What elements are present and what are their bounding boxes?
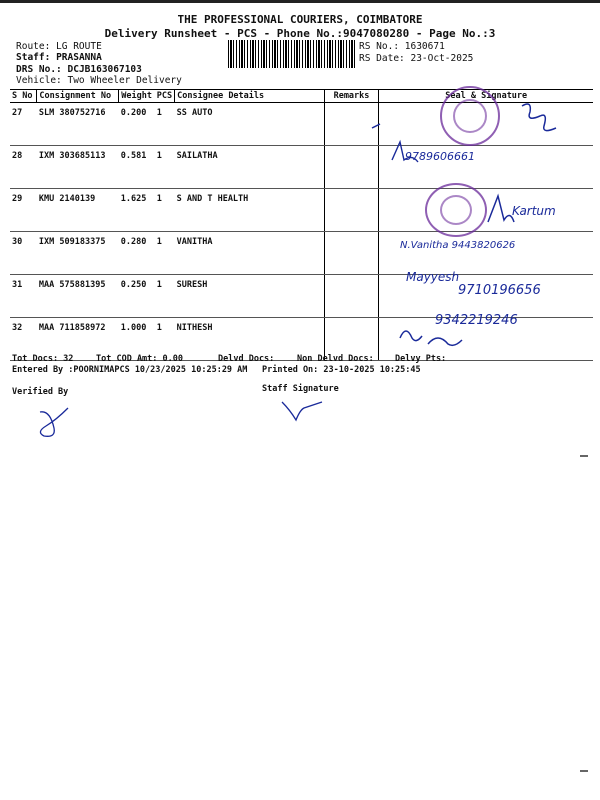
delvd-docs-text: Delvd Docs: <box>218 354 275 364</box>
verified-by-label: Verified By <box>12 387 69 397</box>
signature-row29 <box>488 196 514 222</box>
drs-value: DCJB163067103 <box>67 64 142 75</box>
staff-label: Staff: <box>16 52 51 63</box>
cell-pcs: 1 <box>155 318 175 361</box>
col-consignee: Consignee Details <box>175 90 324 103</box>
cell-weight: 0.250 <box>119 275 155 318</box>
cell-sno: 27 <box>10 103 37 146</box>
cell-weight: 0.581 <box>119 146 155 189</box>
col-weight: Weight <box>119 90 155 103</box>
cell-consignee: VANITHA <box>175 232 324 275</box>
cell-consignment: KMU 2140139 <box>37 189 119 232</box>
runsheet-subtitle: Delivery Runsheet - PCS - Phone No.:9047080280 - Page No.:3 <box>104 27 496 40</box>
remark-tick-row27 <box>372 124 380 128</box>
staff-signature-mark <box>282 402 322 420</box>
cell-consignee: SAILATHA <box>175 146 324 189</box>
cell-sno: 30 <box>10 232 37 275</box>
signature-row32 <box>400 331 462 345</box>
non-delvd-docs-text: Non Delvd Docs: <box>297 354 374 364</box>
printed-on-text: Printed On: 23-10-2025 10:25:45 <box>262 365 421 375</box>
cell-weight: 1.000 <box>119 318 155 361</box>
tot-docs-text: Tot Docs: 32 <box>12 354 74 364</box>
cell-pcs: 1 <box>155 275 175 318</box>
cell-pcs: 1 <box>155 103 175 146</box>
scan-speck <box>580 455 588 457</box>
cell-consignee: NITHESH <box>175 318 324 361</box>
drs-label: DRS No.: <box>16 64 62 75</box>
cell-pcs: 1 <box>155 189 175 232</box>
verified-by-signature <box>40 408 68 436</box>
handwritten-name-phone-row30: N.Vanitha 9443820626 <box>400 240 516 251</box>
cell-consignment: MAA 575881395 <box>37 275 119 318</box>
handwritten-phone-row32: 9342219246 <box>435 313 518 328</box>
col-pcs: PCS <box>155 90 175 103</box>
cell-consignment: MAA 711858972 <box>37 318 119 361</box>
cell-consignee: S AND T HEALTH <box>175 189 324 232</box>
cell-sno: 32 <box>10 318 37 361</box>
cell-pcs: 1 <box>155 146 175 189</box>
rs-date-text: RS Date: 23-Oct-2025 <box>359 53 474 64</box>
tot-cod-text: Tot COD Amt: 0.00 <box>96 354 183 364</box>
company-title: THE PROFESSIONAL COURIERS, COIMBATORE <box>177 13 423 26</box>
cell-weight: 0.200 <box>119 103 155 146</box>
cell-consignee: SURESH <box>175 275 324 318</box>
col-consignment: Consignment No <box>37 90 119 103</box>
handwritten-name-row29: Kartum <box>512 204 556 218</box>
col-sno: S No <box>10 90 37 103</box>
cell-weight: 0.280 <box>119 232 155 275</box>
entered-by-text: Entered By :POORNIMAPCS 10/23/2025 10:25:29 AM <box>12 365 248 375</box>
cell-weight: 1.625 <box>119 189 155 232</box>
scan-speck <box>580 770 588 772</box>
cell-consignment: SLM 380752716 <box>37 103 119 146</box>
cell-consignment: IXM 303685113 <box>37 146 119 189</box>
cell-sno: 29 <box>10 189 37 232</box>
cell-sno: 31 <box>10 275 37 318</box>
signature-row27 <box>522 104 556 131</box>
cell-consignee: SS AUTO <box>175 103 324 146</box>
cell-pcs: 1 <box>155 232 175 275</box>
route-text: Route: LG ROUTE <box>16 41 102 52</box>
rs-no-text: RS No.: 1630671 <box>359 41 445 52</box>
handwritten-phone-row31: 9710196656 <box>458 283 541 298</box>
col-seal: Seal & Signature <box>379 90 593 103</box>
cell-consignment: IXM 509183375 <box>37 232 119 275</box>
handwritten-name-row31: Mayyesh <box>406 270 460 284</box>
staff-signature-label: Staff Signature <box>262 384 339 394</box>
cell-sno: 28 <box>10 146 37 189</box>
handwritten-phone-row28: 9789606661 <box>405 150 475 163</box>
col-remarks: Remarks <box>324 90 379 103</box>
vehicle-text: Vehicle: Two Wheeler Delivery <box>16 75 182 86</box>
staff-value: PRASANNA <box>56 52 102 63</box>
delvy-pts-text: Delvy Pts: <box>395 354 447 364</box>
